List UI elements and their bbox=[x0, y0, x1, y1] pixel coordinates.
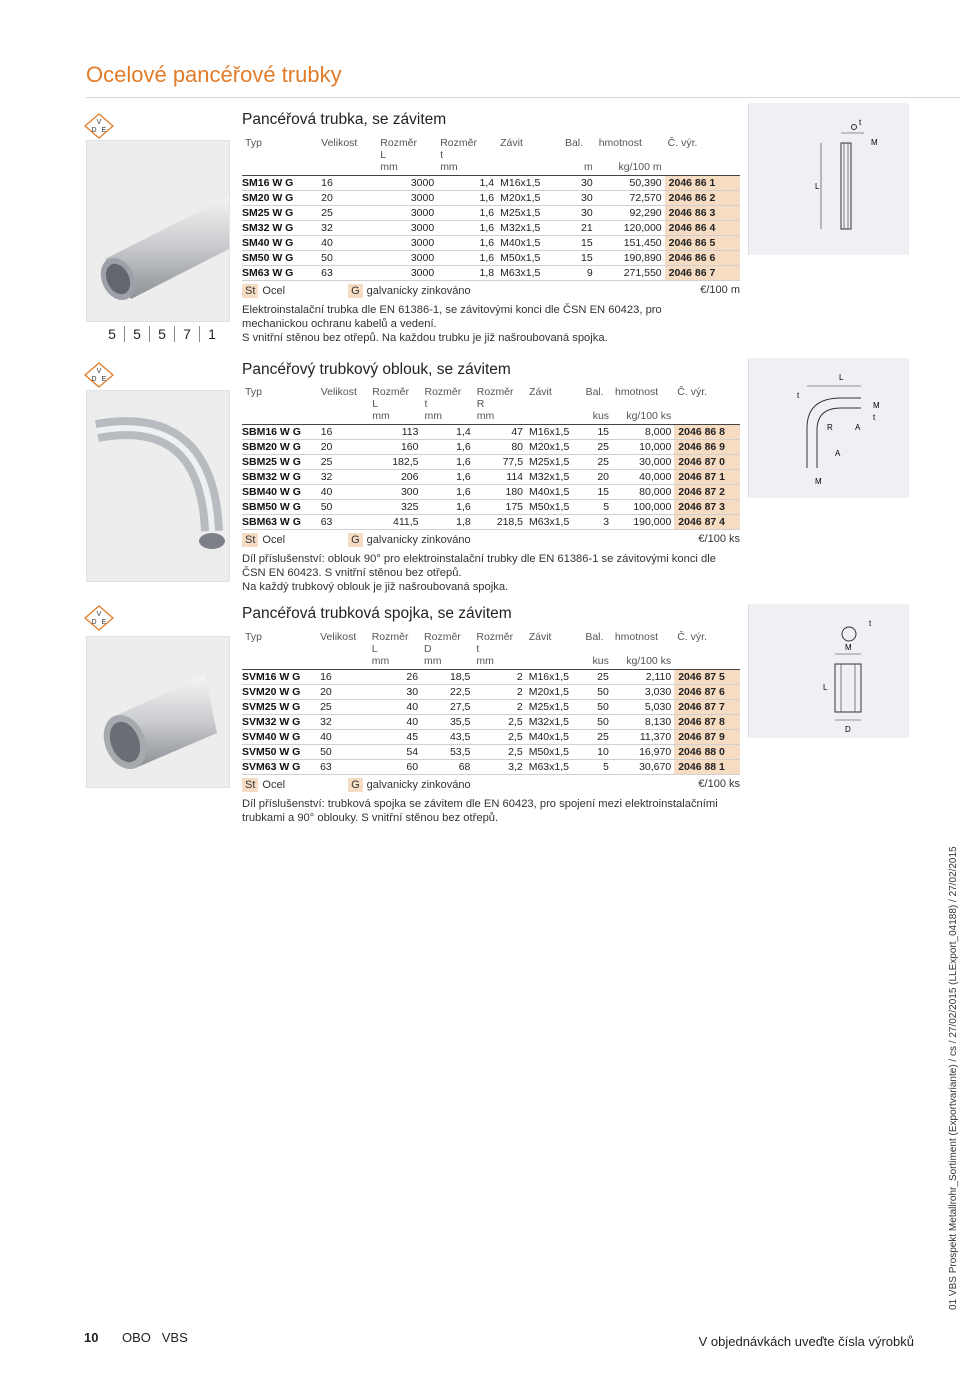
product-type-cell: SM25 W G bbox=[242, 206, 318, 221]
value-cell: 151,450 bbox=[596, 236, 665, 251]
svg-text:A: A bbox=[855, 423, 861, 432]
product-type-cell: SM16 W G bbox=[242, 176, 318, 191]
value-cell: 15 bbox=[583, 485, 612, 500]
digit: 5 bbox=[108, 326, 116, 342]
value-cell: 175 bbox=[474, 500, 526, 515]
article-number-cell: 2046 87 0 bbox=[674, 455, 740, 470]
product-type-cell: SBM63 W G bbox=[242, 515, 318, 530]
article-number-cell: 2046 88 0 bbox=[674, 745, 740, 760]
col-header: Rozměr L bbox=[380, 137, 418, 161]
svg-text:A: A bbox=[835, 449, 841, 458]
value-cell: 25 bbox=[318, 206, 377, 221]
value-cell: 160 bbox=[369, 440, 421, 455]
section-description: Díl příslušenství: trubková spojka se závitem dle EN 60423, pro spojení mezi elektroinstalačními trubkami a 90° oblouky. S vnitřní stěnou bez otřepů. bbox=[242, 798, 718, 824]
table-row bbox=[242, 206, 740, 221]
product-type-cell: SM20 W G bbox=[242, 191, 318, 206]
value-cell: 20 bbox=[583, 470, 612, 485]
value-cell: 2,5 bbox=[473, 730, 525, 745]
value-cell: 30 bbox=[562, 206, 596, 221]
tube-dimension-diagram bbox=[748, 103, 909, 255]
finish-label: galvanicky zinkováno bbox=[366, 534, 471, 546]
svg-text:M: M bbox=[845, 643, 852, 652]
value-cell: 25 bbox=[583, 440, 612, 455]
value-cell: M25x1,5 bbox=[526, 455, 583, 470]
bend-spec-table bbox=[242, 386, 740, 530]
value-cell: 2 bbox=[473, 685, 525, 700]
value-cell: M50x1,5 bbox=[497, 251, 562, 266]
value-cell: 30,000 bbox=[612, 455, 674, 470]
section-title: Pancéřová trubka, se závitem bbox=[242, 111, 447, 128]
value-cell: 47 bbox=[474, 425, 526, 440]
tube-photo bbox=[86, 140, 230, 322]
table-row bbox=[242, 760, 740, 775]
units-row: mm mm m kg/100 m bbox=[242, 161, 740, 176]
value-cell: 3000 bbox=[377, 236, 437, 251]
value-cell: 18,5 bbox=[421, 670, 473, 685]
value-cell: M63x1,5 bbox=[526, 515, 583, 530]
value-cell: 1,6 bbox=[437, 191, 497, 206]
value-cell: M25x1,5 bbox=[526, 700, 583, 715]
article-number-cell: 2046 86 2 bbox=[665, 191, 740, 206]
product-type-cell: SVM32 W G bbox=[242, 715, 317, 730]
title-divider bbox=[86, 97, 960, 98]
value-cell: 63 bbox=[317, 760, 369, 775]
table-row bbox=[242, 221, 740, 236]
article-number-cell: 2046 87 7 bbox=[674, 700, 740, 715]
table-row bbox=[242, 700, 740, 715]
coupling-spec-table bbox=[242, 631, 740, 775]
value-cell: 63 bbox=[318, 515, 370, 530]
article-number-cell: 2046 86 1 bbox=[665, 176, 740, 191]
product-type-cell: SVM40 W G bbox=[242, 730, 317, 745]
value-cell: 1,6 bbox=[422, 440, 474, 455]
product-type-cell: SBM20 W G bbox=[242, 440, 318, 455]
value-cell: 40 bbox=[317, 730, 369, 745]
product-group-digits bbox=[100, 326, 224, 342]
table-row bbox=[242, 266, 740, 281]
table-row bbox=[242, 236, 740, 251]
value-cell: 77,5 bbox=[474, 455, 526, 470]
col-header: Závit bbox=[500, 137, 523, 149]
value-cell: 35,5 bbox=[421, 715, 473, 730]
value-cell: 3000 bbox=[377, 206, 437, 221]
value-cell: 3000 bbox=[377, 191, 437, 206]
value-cell: 54 bbox=[369, 745, 421, 760]
value-cell: 300 bbox=[369, 485, 421, 500]
value-cell: 32 bbox=[318, 221, 377, 236]
value-cell: 92,290 bbox=[596, 206, 665, 221]
value-cell: 30 bbox=[562, 176, 596, 191]
article-number-cell: 2046 86 8 bbox=[674, 425, 740, 440]
svg-text:E: E bbox=[101, 376, 107, 383]
value-cell: 114 bbox=[474, 470, 526, 485]
value-cell: 20 bbox=[318, 440, 370, 455]
footer-brand: OBO VBS bbox=[122, 1330, 188, 1345]
value-cell: 2 bbox=[473, 670, 525, 685]
table-row bbox=[242, 745, 740, 760]
value-cell: 1,6 bbox=[437, 236, 497, 251]
section-description: Díl příslušenství: oblouk 90° pro elektroinstalační trubky dle EN 61386-1 se závitovými konci dle ČSN EN 60423. S vnitřní stěnou bez otřepů. Na každý trubkový oblouk je již našroubovaná spojka. bbox=[242, 553, 716, 593]
value-cell: 50 bbox=[582, 685, 611, 700]
value-cell: 40 bbox=[369, 715, 421, 730]
footer-note: V objednávkách uveďte čísla výrobků bbox=[698, 1334, 914, 1349]
digit: 5 bbox=[149, 326, 174, 342]
value-cell: 25 bbox=[582, 670, 611, 685]
material-code: St bbox=[242, 533, 258, 547]
value-cell: 1,6 bbox=[422, 485, 474, 500]
product-type-cell: SM63 W G bbox=[242, 266, 318, 281]
product-type-cell: SM50 W G bbox=[242, 251, 318, 266]
value-cell: 26 bbox=[369, 670, 421, 685]
svg-text:M: M bbox=[873, 401, 880, 410]
document-reference: 01 VBS Prospekt Metallrohr_Sortiment (Exportvariante) / cs / 27/02/2015 (LLExport_04188) / 27/02/2015 bbox=[948, 846, 959, 1310]
value-cell: 5 bbox=[583, 500, 612, 515]
table-row bbox=[242, 485, 740, 500]
value-cell: 32 bbox=[318, 470, 370, 485]
section-title: Pancéřový trubkový oblouk, se závitem bbox=[242, 361, 511, 378]
material-label: Ocel bbox=[262, 285, 286, 297]
value-cell: 411,5 bbox=[369, 515, 421, 530]
value-cell: 45 bbox=[369, 730, 421, 745]
table-row bbox=[242, 440, 740, 455]
value-cell: 21 bbox=[562, 221, 596, 236]
value-cell: 271,550 bbox=[596, 266, 665, 281]
value-cell: 3000 bbox=[377, 251, 437, 266]
value-cell: 10 bbox=[582, 745, 611, 760]
value-cell: 25 bbox=[317, 700, 369, 715]
value-cell: 1,4 bbox=[437, 176, 497, 191]
table-row bbox=[242, 176, 740, 191]
value-cell: 3,2 bbox=[473, 760, 525, 775]
value-cell: 53,5 bbox=[421, 745, 473, 760]
material-label: Ocel bbox=[262, 534, 286, 546]
value-cell: 72,570 bbox=[596, 191, 665, 206]
header-row: Typ Velikost Rozměr L Rozměr t Rozměr R Závit Bal. hmotnost Č. výr. bbox=[245, 386, 708, 410]
value-cell: 1,4 bbox=[422, 425, 474, 440]
value-cell: 1,8 bbox=[437, 266, 497, 281]
product-type-cell: SBM50 W G bbox=[242, 500, 318, 515]
value-cell: 20 bbox=[318, 191, 377, 206]
value-cell: 218,5 bbox=[474, 515, 526, 530]
article-number-cell: 2046 86 5 bbox=[665, 236, 740, 251]
svg-text:L: L bbox=[839, 373, 844, 382]
product-type-cell: SBM16 W G bbox=[242, 425, 318, 440]
material-label: Ocel bbox=[262, 779, 286, 791]
table-row bbox=[242, 470, 740, 485]
value-cell: M16x1,5 bbox=[497, 176, 562, 191]
value-cell: 11,370 bbox=[612, 730, 674, 745]
product-type-cell: SBM32 W G bbox=[242, 470, 318, 485]
col-header: hmotnost bbox=[598, 137, 642, 149]
value-cell: 190,000 bbox=[612, 515, 674, 530]
value-cell: 15 bbox=[562, 251, 596, 266]
value-cell: 206 bbox=[369, 470, 421, 485]
certification-mark-icon bbox=[84, 605, 114, 631]
product-type-cell: SVM50 W G bbox=[242, 745, 317, 760]
value-cell: 25 bbox=[583, 455, 612, 470]
value-cell: 30 bbox=[369, 685, 421, 700]
table-row bbox=[242, 670, 740, 685]
finish-code: G bbox=[348, 533, 363, 547]
table-body bbox=[242, 425, 740, 530]
value-cell: M40x1,5 bbox=[526, 485, 583, 500]
finish-code: G bbox=[348, 778, 363, 792]
value-cell: M16x1,5 bbox=[526, 425, 583, 440]
value-cell: 22,5 bbox=[421, 685, 473, 700]
svg-text:R: R bbox=[827, 423, 833, 432]
value-cell: 1,6 bbox=[422, 500, 474, 515]
value-cell: 32 bbox=[317, 715, 369, 730]
price-unit: €/100 ks bbox=[698, 533, 740, 545]
svg-text:E: E bbox=[101, 619, 107, 626]
value-cell: 120,000 bbox=[596, 221, 665, 236]
value-cell: 3,030 bbox=[612, 685, 674, 700]
product-type-cell: SVM16 W G bbox=[242, 670, 317, 685]
value-cell: 50 bbox=[318, 500, 370, 515]
header-row bbox=[242, 137, 740, 161]
product-type-cell: SBM40 W G bbox=[242, 485, 318, 500]
value-cell: 325 bbox=[369, 500, 421, 515]
price-unit: €/100 m bbox=[700, 284, 740, 296]
svg-text:D: D bbox=[845, 725, 851, 734]
table-row bbox=[242, 455, 740, 470]
price-unit: €/100 ks bbox=[698, 778, 740, 790]
value-cell: M63x1,5 bbox=[497, 266, 562, 281]
svg-text:E: E bbox=[101, 127, 107, 134]
value-cell: M16x1,5 bbox=[526, 670, 583, 685]
value-cell: 3000 bbox=[377, 176, 437, 191]
value-cell: M32x1,5 bbox=[526, 715, 583, 730]
value-cell: 68 bbox=[421, 760, 473, 775]
material-code: St bbox=[242, 284, 258, 298]
table-row bbox=[242, 515, 740, 530]
header-row: Typ Velikost Rozměr L Rozměr D Rozměr t Závit Bal. hmotnost Č. výr. bbox=[245, 631, 707, 655]
value-cell: 15 bbox=[583, 425, 612, 440]
value-cell: 20 bbox=[317, 685, 369, 700]
value-cell: 3000 bbox=[377, 221, 437, 236]
value-cell: 15 bbox=[562, 236, 596, 251]
value-cell: 50 bbox=[317, 745, 369, 760]
table-row bbox=[242, 425, 740, 440]
value-cell: M20x1,5 bbox=[526, 440, 583, 455]
value-cell: 5 bbox=[582, 760, 611, 775]
value-cell: M63x1,5 bbox=[526, 760, 583, 775]
value-cell: 113 bbox=[369, 425, 421, 440]
svg-text:D: D bbox=[91, 127, 97, 134]
value-cell: M50x1,5 bbox=[526, 745, 583, 760]
svg-text:D: D bbox=[91, 376, 97, 383]
table-row bbox=[242, 685, 740, 700]
svg-text:M: M bbox=[815, 477, 822, 486]
digit: 7 bbox=[174, 326, 199, 342]
value-cell: 80 bbox=[474, 440, 526, 455]
table-row bbox=[242, 251, 740, 266]
col-header: Č. výr. bbox=[667, 137, 698, 149]
value-cell: 50 bbox=[582, 700, 611, 715]
value-cell: 2,5 bbox=[473, 715, 525, 730]
product-type-cell: SM40 W G bbox=[242, 236, 318, 251]
value-cell: 3 bbox=[583, 515, 612, 530]
value-cell: 50 bbox=[318, 251, 377, 266]
col-header: Bal. bbox=[564, 137, 584, 149]
value-cell: 16 bbox=[317, 670, 369, 685]
value-cell: M50x1,5 bbox=[526, 500, 583, 515]
value-cell: 63 bbox=[318, 266, 377, 281]
value-cell: 180 bbox=[474, 485, 526, 500]
value-cell: 25 bbox=[318, 455, 370, 470]
col-header: Typ bbox=[245, 137, 262, 149]
value-cell: 40,000 bbox=[612, 470, 674, 485]
value-cell: 1,6 bbox=[437, 206, 497, 221]
table-row bbox=[242, 500, 740, 515]
product-type-cell: SVM63 W G bbox=[242, 760, 317, 775]
article-number-cell: 2046 87 9 bbox=[674, 730, 740, 745]
svg-text:t: t bbox=[873, 413, 876, 422]
svg-text:t: t bbox=[797, 391, 800, 400]
table-body bbox=[242, 176, 740, 281]
value-cell: 190,890 bbox=[596, 251, 665, 266]
article-number-cell: 2046 86 7 bbox=[665, 266, 740, 281]
table-body bbox=[242, 670, 740, 775]
article-number-cell: 2046 87 2 bbox=[674, 485, 740, 500]
value-cell: 1,6 bbox=[437, 221, 497, 236]
value-cell: 50 bbox=[582, 715, 611, 730]
coupling-dimension-diagram bbox=[748, 604, 909, 738]
finish-label: galvanicky zinkováno bbox=[366, 285, 471, 297]
value-cell: 1,6 bbox=[422, 470, 474, 485]
value-cell: 1,8 bbox=[422, 515, 474, 530]
value-cell: 10,000 bbox=[612, 440, 674, 455]
value-cell: 80,000 bbox=[612, 485, 674, 500]
value-cell: 27,5 bbox=[421, 700, 473, 715]
svg-text:L: L bbox=[823, 683, 828, 692]
value-cell: 43,5 bbox=[421, 730, 473, 745]
table-row bbox=[242, 715, 740, 730]
article-number-cell: 2046 87 1 bbox=[674, 470, 740, 485]
page-title: Ocelové pancéřové trubky bbox=[86, 62, 342, 87]
value-cell: 182,5 bbox=[369, 455, 421, 470]
value-cell: 60 bbox=[369, 760, 421, 775]
col-header: Velikost bbox=[321, 137, 358, 149]
certification-mark-icon bbox=[84, 362, 114, 388]
value-cell: M32x1,5 bbox=[497, 221, 562, 236]
article-number-cell: 2046 87 6 bbox=[674, 685, 740, 700]
digit: 5 bbox=[124, 326, 149, 342]
material-line bbox=[242, 533, 740, 547]
value-cell: 40 bbox=[369, 700, 421, 715]
article-number-cell: 2046 86 6 bbox=[665, 251, 740, 266]
article-number-cell: 2046 86 3 bbox=[665, 206, 740, 221]
article-number-cell: 2046 87 5 bbox=[674, 670, 740, 685]
section-description: Elektroinstalační trubka dle EN 61386-1, se závitovými konci dle ČSN EN 60423, pro mechanickou ochranu kabelů a vedení. S vnitřní stěnou bez otřepů. Na každou trubku je již našroubovaná spojka. bbox=[242, 304, 662, 344]
finish-code: G bbox=[348, 284, 363, 298]
value-cell: 16 bbox=[318, 176, 377, 191]
col-header: Rozměr t bbox=[440, 137, 477, 161]
table-row bbox=[242, 730, 740, 745]
svg-text:L: L bbox=[815, 182, 820, 191]
svg-text:M: M bbox=[871, 138, 878, 147]
product-type-cell: SVM25 W G bbox=[242, 700, 317, 715]
value-cell: 8,000 bbox=[612, 425, 674, 440]
value-cell: 1,6 bbox=[437, 251, 497, 266]
value-cell: 40 bbox=[318, 236, 377, 251]
svg-text:t: t bbox=[869, 619, 872, 628]
units-row: mm mm mm kus kg/100 ks bbox=[242, 410, 740, 425]
value-cell: M32x1,5 bbox=[526, 470, 583, 485]
material-line bbox=[242, 284, 740, 298]
product-type-cell: SVM20 W G bbox=[242, 685, 317, 700]
value-cell: 8,130 bbox=[612, 715, 674, 730]
bend-dimension-diagram bbox=[748, 358, 909, 498]
svg-text:V: V bbox=[96, 611, 102, 618]
value-cell: 3000 bbox=[377, 266, 437, 281]
tube-spec-table bbox=[242, 137, 740, 281]
certification-mark-icon bbox=[84, 113, 114, 139]
value-cell: 2,5 bbox=[473, 745, 525, 760]
material-line bbox=[242, 778, 740, 792]
value-cell: M40x1,5 bbox=[526, 730, 583, 745]
article-number-cell: 2046 87 4 bbox=[674, 515, 740, 530]
svg-text:V: V bbox=[96, 368, 102, 375]
article-number-cell: 2046 87 8 bbox=[674, 715, 740, 730]
svg-text:D: D bbox=[91, 619, 97, 626]
value-cell: 2,110 bbox=[612, 670, 674, 685]
product-type-cell: SM32 W G bbox=[242, 221, 318, 236]
digit: 1 bbox=[199, 326, 224, 342]
value-cell: 40 bbox=[318, 485, 370, 500]
value-cell: 30,670 bbox=[612, 760, 674, 775]
value-cell: M20x1,5 bbox=[497, 191, 562, 206]
bend-photo bbox=[86, 390, 230, 582]
article-number-cell: 2046 86 4 bbox=[665, 221, 740, 236]
value-cell: 50,390 bbox=[596, 176, 665, 191]
value-cell: M20x1,5 bbox=[526, 685, 583, 700]
article-number-cell: 2046 86 9 bbox=[674, 440, 740, 455]
section-title: Pancéřová trubková spojka, se závitem bbox=[242, 605, 512, 622]
table-row bbox=[242, 191, 740, 206]
value-cell: 16,970 bbox=[612, 745, 674, 760]
coupling-photo bbox=[86, 636, 230, 788]
article-number-cell: 2046 88 1 bbox=[674, 760, 740, 775]
product-type-cell: SBM25 W G bbox=[242, 455, 318, 470]
value-cell: 16 bbox=[318, 425, 370, 440]
value-cell: 9 bbox=[562, 266, 596, 281]
value-cell: 2 bbox=[473, 700, 525, 715]
page-number: 10 bbox=[84, 1330, 99, 1345]
article-number-cell: 2046 87 3 bbox=[674, 500, 740, 515]
svg-text:V: V bbox=[96, 119, 102, 126]
value-cell: 30 bbox=[562, 191, 596, 206]
value-cell: M25x1,5 bbox=[497, 206, 562, 221]
units-row: mm mm mm kus kg/100 ks bbox=[242, 655, 740, 670]
material-code: St bbox=[242, 778, 258, 792]
value-cell: M40x1,5 bbox=[497, 236, 562, 251]
value-cell: 5,030 bbox=[612, 700, 674, 715]
value-cell: 1,6 bbox=[422, 455, 474, 470]
value-cell: 100,000 bbox=[612, 500, 674, 515]
finish-label: galvanicky zinkováno bbox=[366, 779, 471, 791]
value-cell: 25 bbox=[582, 730, 611, 745]
svg-text:t: t bbox=[859, 118, 862, 127]
